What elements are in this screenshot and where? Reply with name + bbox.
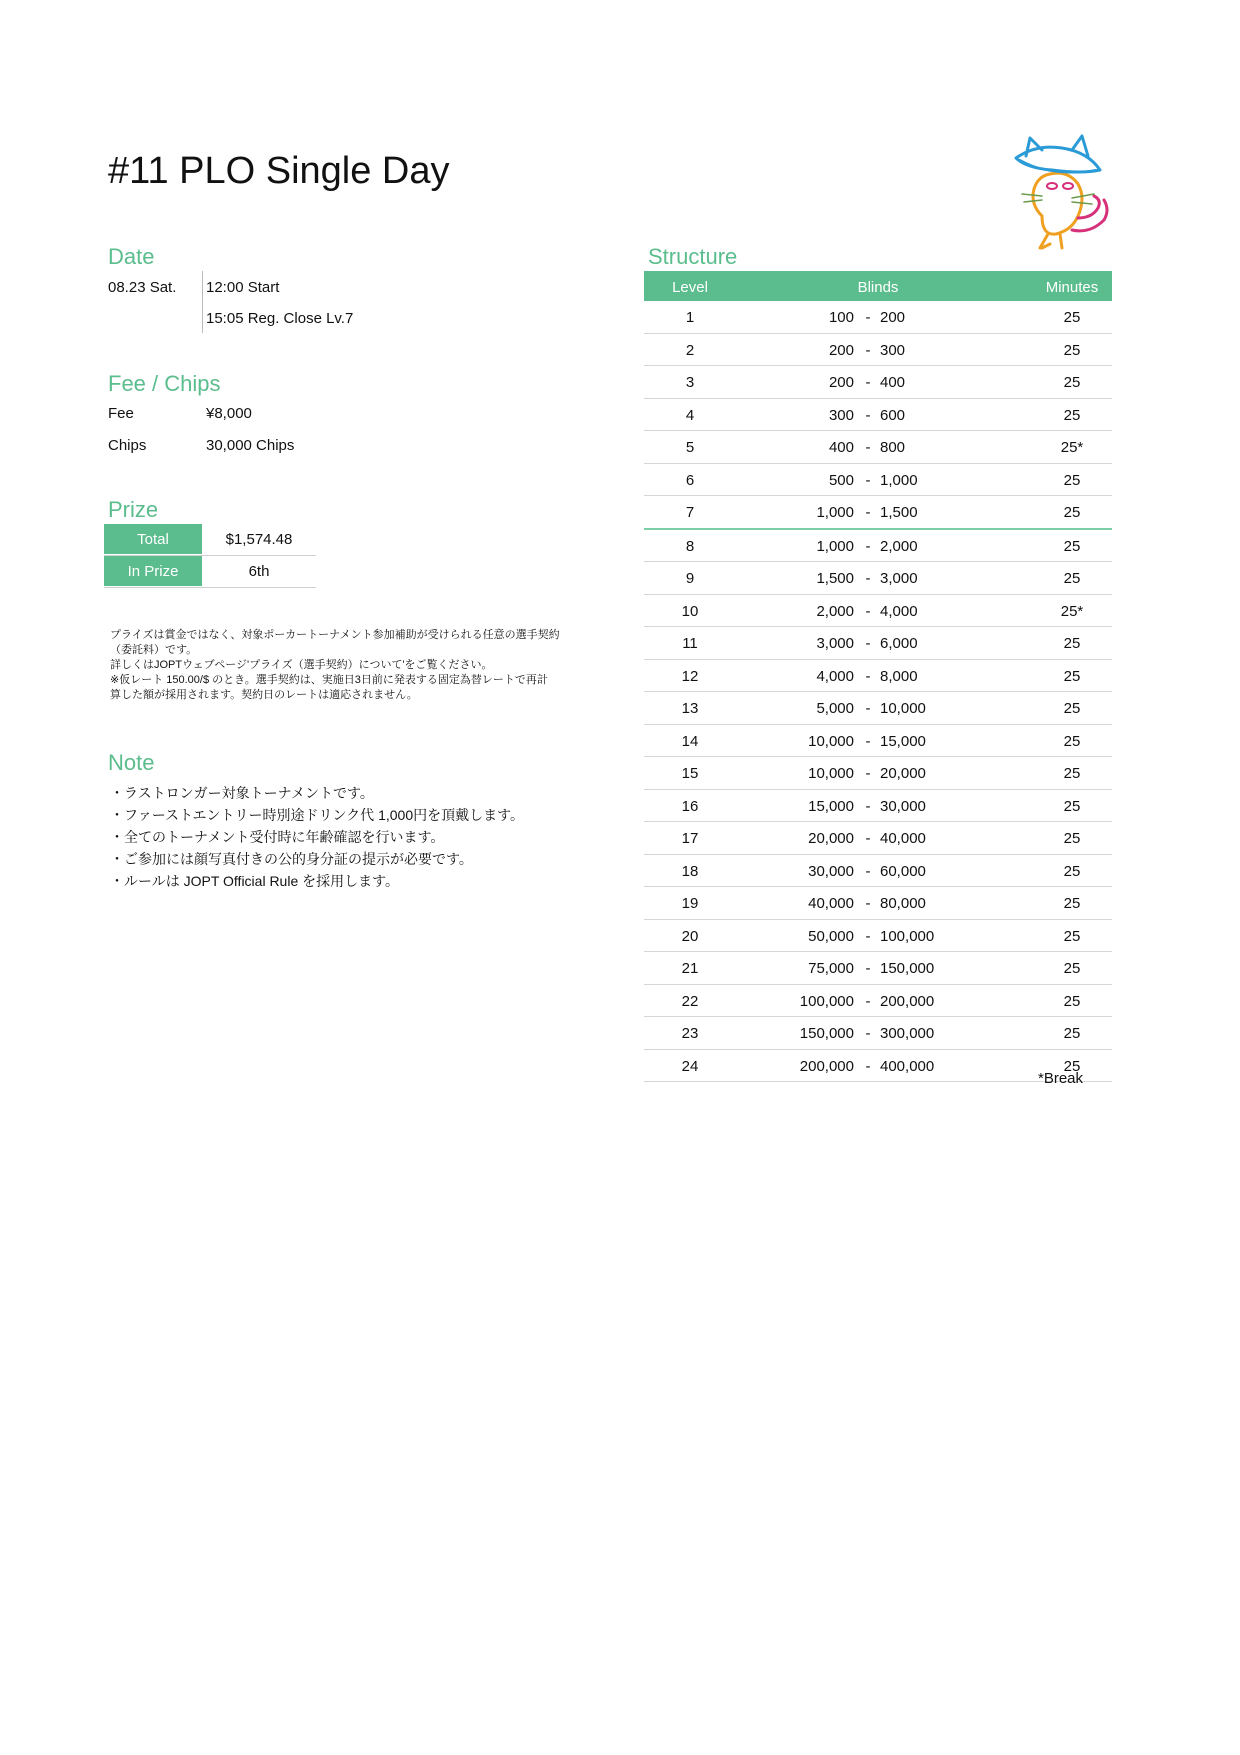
prize-total-row xyxy=(104,524,316,556)
structure-row xyxy=(644,595,1112,628)
blind-separator: - xyxy=(865,667,871,685)
structure-row xyxy=(644,822,1112,855)
blind-big-cell: 4,000 xyxy=(880,602,918,620)
disclaimer-line: （委託料）です。 xyxy=(110,644,198,656)
blind-small-cell: 3,000 xyxy=(816,635,854,652)
cat-mascot-logo xyxy=(1012,134,1114,250)
blind-small-cell: 4,000 xyxy=(816,667,854,685)
level-cell: 13 xyxy=(681,700,699,717)
structure-row xyxy=(644,301,1112,334)
blind-big-cell: 6,000 xyxy=(880,635,918,652)
blind-small-cell: 5,000 xyxy=(816,700,854,717)
col-minutes-header: Minutes xyxy=(1045,279,1099,296)
fee-heading: Fee / Chips xyxy=(108,371,221,396)
note-item: ・全てのトーナメント受付時に年齢確認を行います。 xyxy=(110,829,445,845)
blind-big-cell: 80,000 xyxy=(880,895,926,912)
blind-separator: - xyxy=(865,992,871,1010)
level-cell: 7 xyxy=(685,504,695,521)
structure-body xyxy=(644,301,1112,1082)
minutes-cell: 25 xyxy=(1063,862,1081,880)
blind-big-cell: 200 xyxy=(880,309,906,326)
minutes-cell: 25 xyxy=(1063,992,1081,1010)
blind-small-cell: 1,000 xyxy=(816,504,854,521)
fee-label: Fee xyxy=(108,405,134,422)
blind-small-cell: 10,000 xyxy=(808,765,854,782)
note-item: ・ルールは JOPT Official Rule を採用します。 xyxy=(110,873,400,889)
blind-small-cell: 400 xyxy=(828,439,854,456)
note-heading: Note xyxy=(108,750,155,775)
col-level-header: Level xyxy=(672,279,708,296)
prize-table xyxy=(104,524,316,588)
blind-small-cell: 50,000 xyxy=(808,927,854,945)
level-cell: 15 xyxy=(681,765,699,782)
blind-separator: - xyxy=(865,374,871,391)
blind-small-cell: 15,000 xyxy=(808,797,854,815)
note-list xyxy=(110,782,524,892)
prize-total-value: $1,574.48 xyxy=(225,531,293,548)
level-cell: 8 xyxy=(685,537,695,555)
level-cell: 21 xyxy=(681,960,699,977)
level-cell: 5 xyxy=(685,439,695,456)
blind-big-cell: 400 xyxy=(880,374,906,391)
blind-small-cell: 1,000 xyxy=(816,537,854,555)
structure-row xyxy=(644,855,1112,888)
minutes-cell: 25 xyxy=(1063,537,1081,555)
level-cell: 3 xyxy=(685,374,695,391)
blind-big-cell: 8,000 xyxy=(880,667,918,685)
blind-big-cell: 2,000 xyxy=(880,537,918,555)
minutes-cell: 25 xyxy=(1063,341,1081,359)
blind-separator: - xyxy=(865,1025,871,1042)
prize-total-label: Total xyxy=(104,524,202,555)
prize-inprize-row xyxy=(104,556,316,588)
blind-big-cell: 1,500 xyxy=(880,504,918,521)
structure-row xyxy=(644,757,1112,790)
blind-small-cell: 100 xyxy=(828,309,854,326)
blind-big-cell: 100,000 xyxy=(880,927,935,945)
date-day: 08.23 Sat. xyxy=(108,279,177,296)
blind-big-cell: 20,000 xyxy=(880,765,926,782)
structure-row xyxy=(644,790,1112,823)
blind-separator: - xyxy=(865,895,871,912)
date-start: 12:00 Start xyxy=(206,279,280,296)
prize-heading: Prize xyxy=(108,497,159,522)
minutes-cell: 25 xyxy=(1063,504,1081,521)
blind-big-cell: 800 xyxy=(880,439,906,456)
minutes-cell: 25 xyxy=(1063,667,1081,685)
level-cell: 24 xyxy=(681,1057,699,1075)
blind-separator: - xyxy=(865,309,871,326)
structure-row xyxy=(644,1017,1112,1050)
minutes-cell: 25 xyxy=(1063,1025,1081,1042)
blind-small-cell: 200,000 xyxy=(799,1057,854,1075)
blind-small-cell: 1,500 xyxy=(816,570,854,587)
blind-separator: - xyxy=(865,537,871,555)
minutes-cell: 25 xyxy=(1063,765,1081,782)
structure-row xyxy=(644,366,1112,399)
minutes-cell: 25 xyxy=(1063,570,1081,587)
blind-small-cell: 200 xyxy=(828,374,854,391)
blind-big-cell: 300 xyxy=(880,341,906,359)
blind-small-cell: 150,000 xyxy=(799,1025,854,1042)
minutes-cell: 25 xyxy=(1063,635,1081,652)
level-cell: 23 xyxy=(681,1025,699,1042)
blind-separator: - xyxy=(865,960,871,977)
prize-inprize-value: 6th xyxy=(248,563,270,580)
blind-big-cell: 30,000 xyxy=(880,797,926,815)
minutes-cell: 25 xyxy=(1063,732,1081,750)
structure-row xyxy=(644,952,1112,985)
blind-small-cell: 30,000 xyxy=(808,862,854,880)
structure-header-row xyxy=(644,271,1112,301)
blind-small-cell: 200 xyxy=(828,341,854,359)
blind-separator: - xyxy=(865,732,871,750)
structure-row xyxy=(644,530,1112,563)
blind-separator: - xyxy=(865,471,871,489)
level-cell: 1 xyxy=(685,309,695,326)
blind-small-cell: 500 xyxy=(828,471,854,489)
disclaimer-line: ※仮レート 150.00/$ のとき。選手契約は、実施日3日前に発表する固定為替レートで再計 xyxy=(110,674,548,686)
blind-separator: - xyxy=(865,927,871,945)
blind-big-cell: 1,000 xyxy=(880,471,918,489)
blind-big-cell: 400,000 xyxy=(880,1057,935,1075)
structure-row xyxy=(644,660,1112,693)
blind-small-cell: 10,000 xyxy=(808,732,854,750)
date-reg-close: 15:05 Reg. Close Lv.7 xyxy=(206,310,354,327)
blind-separator: - xyxy=(865,570,871,587)
level-cell: 19 xyxy=(681,895,699,912)
blind-separator: - xyxy=(865,700,871,717)
minutes-cell: 25 xyxy=(1063,471,1081,489)
blind-small-cell: 2,000 xyxy=(816,602,854,620)
disclaimer-line: 算した額が採用されます。契約日のレートは適応されません。 xyxy=(110,689,418,701)
level-cell: 20 xyxy=(681,927,699,945)
note-item: ・ファーストエントリー時別途ドリンク代 1,000円を頂戴します。 xyxy=(110,807,524,823)
structure-row xyxy=(644,464,1112,497)
blind-small-cell: 40,000 xyxy=(808,895,854,912)
minutes-cell: 25 xyxy=(1063,374,1081,391)
blind-separator: - xyxy=(865,439,871,456)
blind-separator: - xyxy=(865,504,871,521)
date-divider xyxy=(202,271,203,333)
level-cell: 6 xyxy=(685,471,695,489)
minutes-cell: 25 xyxy=(1063,406,1081,424)
break-note: *Break xyxy=(1038,1070,1084,1087)
level-cell: 18 xyxy=(681,862,699,880)
date-heading: Date xyxy=(108,244,155,269)
minutes-cell: 25 xyxy=(1063,1057,1081,1075)
structure-row xyxy=(644,496,1112,530)
minutes-cell: 25 xyxy=(1063,700,1081,717)
structure-row xyxy=(644,399,1112,432)
minutes-cell: 25 xyxy=(1063,797,1081,815)
col-blinds-header: Blinds xyxy=(857,279,899,296)
blind-big-cell: 300,000 xyxy=(880,1025,935,1042)
minutes-cell: 25 xyxy=(1063,927,1081,945)
disclaimer-line: プライズは賞金ではなく、対象ポーカートーナメント参加補助が受けられる任意の選手契約 xyxy=(110,629,560,641)
prize-inprize-label: In Prize xyxy=(104,556,202,587)
disclaimer-line: 詳しくはJOPTウェブページ'プライズ（選手契約）について'をご覧ください。 xyxy=(110,659,493,671)
blind-separator: - xyxy=(865,635,871,652)
structure-row xyxy=(644,627,1112,660)
blind-big-cell: 40,000 xyxy=(880,830,926,847)
blind-separator: - xyxy=(865,765,871,782)
level-cell: 10 xyxy=(681,602,699,620)
level-cell: 12 xyxy=(681,667,699,685)
blind-big-cell: 10,000 xyxy=(880,700,926,717)
blind-small-cell: 300 xyxy=(828,406,854,424)
level-cell: 17 xyxy=(681,830,699,847)
structure-row xyxy=(644,985,1112,1018)
level-cell: 4 xyxy=(685,406,695,424)
level-cell: 14 xyxy=(681,732,699,750)
blind-big-cell: 200,000 xyxy=(880,992,935,1010)
blind-separator: - xyxy=(865,797,871,815)
blind-small-cell: 75,000 xyxy=(808,960,854,977)
structure-row xyxy=(644,562,1112,595)
minutes-cell: 25 xyxy=(1063,960,1081,977)
blind-separator: - xyxy=(865,830,871,847)
structure-row xyxy=(644,692,1112,725)
minutes-cell: 25 xyxy=(1063,309,1081,326)
chips-value: 30,000 Chips xyxy=(206,437,295,454)
structure-row xyxy=(644,334,1112,367)
minutes-cell: 25 xyxy=(1063,830,1081,847)
structure-table xyxy=(644,271,1112,1082)
structure-heading: Structure xyxy=(648,244,738,269)
blind-big-cell: 600 xyxy=(880,406,906,424)
page-title: #11 PLO Single Day xyxy=(108,150,450,192)
blind-separator: - xyxy=(865,406,871,424)
minutes-cell: 25* xyxy=(1060,439,1084,456)
blind-separator: - xyxy=(865,862,871,880)
structure-row xyxy=(644,431,1112,464)
blind-separator: - xyxy=(865,1057,871,1075)
blind-small-cell: 20,000 xyxy=(808,830,854,847)
blind-big-cell: 150,000 xyxy=(880,960,935,977)
note-item: ・ラストロンガー対象トーナメントです。 xyxy=(110,785,374,801)
chips-label: Chips xyxy=(108,437,147,454)
blind-separator: - xyxy=(865,602,871,620)
structure-row xyxy=(644,725,1112,758)
prize-disclaimer xyxy=(110,628,600,703)
structure-row xyxy=(644,920,1112,953)
level-cell: 2 xyxy=(685,341,695,359)
level-cell: 22 xyxy=(681,992,699,1010)
structure-row xyxy=(644,887,1112,920)
fee-value: ¥8,000 xyxy=(206,405,252,422)
level-cell: 11 xyxy=(682,635,698,652)
blind-big-cell: 3,000 xyxy=(880,570,918,587)
minutes-cell: 25* xyxy=(1060,602,1084,620)
blind-big-cell: 15,000 xyxy=(880,732,926,750)
level-cell: 9 xyxy=(685,570,695,587)
blind-big-cell: 60,000 xyxy=(880,862,926,880)
blind-small-cell: 100,000 xyxy=(799,992,854,1010)
minutes-cell: 25 xyxy=(1063,895,1081,912)
note-item: ・ご参加には顔写真付きの公的身分証の提示が必要です。 xyxy=(110,851,473,867)
blind-separator: - xyxy=(865,341,871,359)
level-cell: 16 xyxy=(681,797,699,815)
